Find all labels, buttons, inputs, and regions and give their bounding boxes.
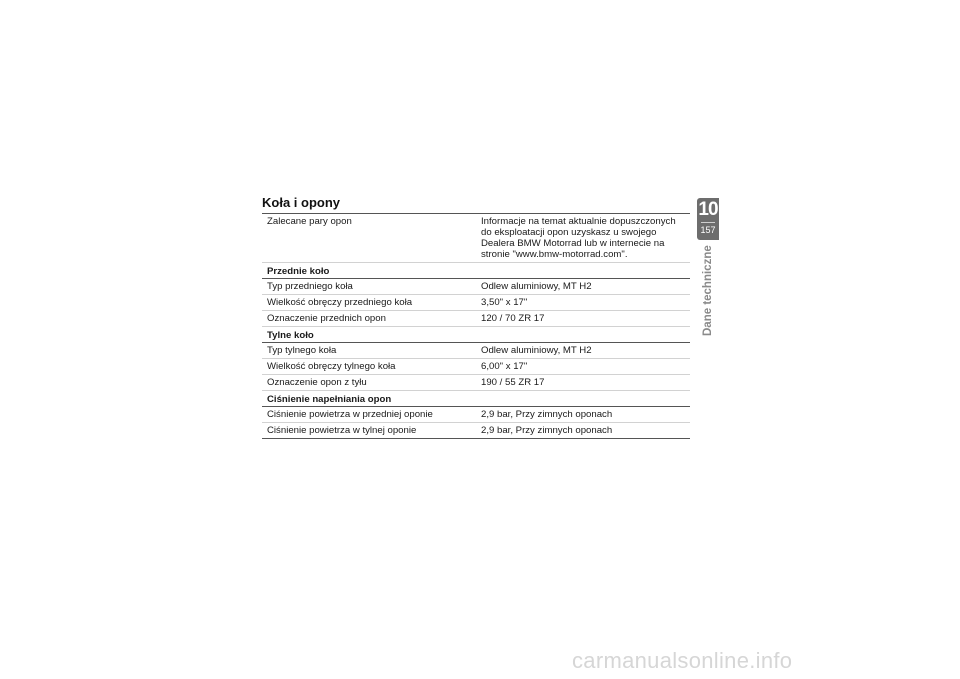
spec-value: Informacje na temat aktualnie dopuszczonych do eksploatacji opon uzyskasz u swojego Dealera BMW Motorrad lub w internecie na stronie "www.bmw-motorrad.com".: [476, 214, 690, 263]
spec-row: [262, 423, 690, 439]
spec-value: 120 / 70 ZR 17: [476, 311, 690, 327]
spec-label: Typ tylnego koła: [262, 343, 476, 359]
spec-table: [262, 213, 690, 439]
chapter-number: 10: [698, 199, 718, 220]
spec-row: [262, 359, 690, 375]
section-header: Przednie koło: [262, 263, 690, 279]
spec-value: 2,9 bar, Przy zimnych oponach: [476, 407, 690, 423]
section-header-row: [262, 327, 690, 343]
spec-row: [262, 214, 690, 263]
chapter-name: Dane techniczne: [702, 245, 714, 336]
page-number: 157: [700, 225, 716, 235]
spec-label: Typ przedniego koła: [262, 279, 476, 295]
spec-label: Ciśnienie powietrza w przedniej oponie: [262, 407, 476, 423]
spec-value: 190 / 55 ZR 17: [476, 375, 690, 391]
spec-row: [262, 295, 690, 311]
spec-label: Wielkość obręczy tylnego koła: [262, 359, 476, 375]
spec-label: Oznaczenie przednich opon: [262, 311, 476, 327]
page-title: Koła i opony: [262, 195, 340, 210]
spec-label: Oznaczenie opon z tyłu: [262, 375, 476, 391]
section-header: Ciśnienie napełniania opon: [262, 391, 690, 407]
chapter-tab: [697, 198, 719, 240]
section-header: Tylne koło: [262, 327, 690, 343]
spec-value: 6,00" x 17": [476, 359, 690, 375]
spec-value: 2,9 bar, Przy zimnych oponach: [476, 423, 690, 439]
spec-value: Odlew aluminiowy, MT H2: [476, 343, 690, 359]
watermark: carmanualsonline.info: [572, 648, 793, 673]
spec-row: [262, 279, 690, 295]
section-header-row: [262, 391, 690, 407]
spec-row: [262, 375, 690, 391]
spec-value: 3,50" x 17": [476, 295, 690, 311]
spec-label: Wielkość obręczy przedniego koła: [262, 295, 476, 311]
spec-row: [262, 311, 690, 327]
spec-row: [262, 343, 690, 359]
spec-table-body: [262, 214, 690, 439]
spec-label: Zalecane pary opon: [262, 214, 476, 263]
spec-row: [262, 407, 690, 423]
spec-label: Ciśnienie powietrza w tylnej oponie: [262, 423, 476, 439]
section-header-row: [262, 263, 690, 279]
spec-value: Odlew aluminiowy, MT H2: [476, 279, 690, 295]
chapter-divider: [701, 222, 715, 223]
